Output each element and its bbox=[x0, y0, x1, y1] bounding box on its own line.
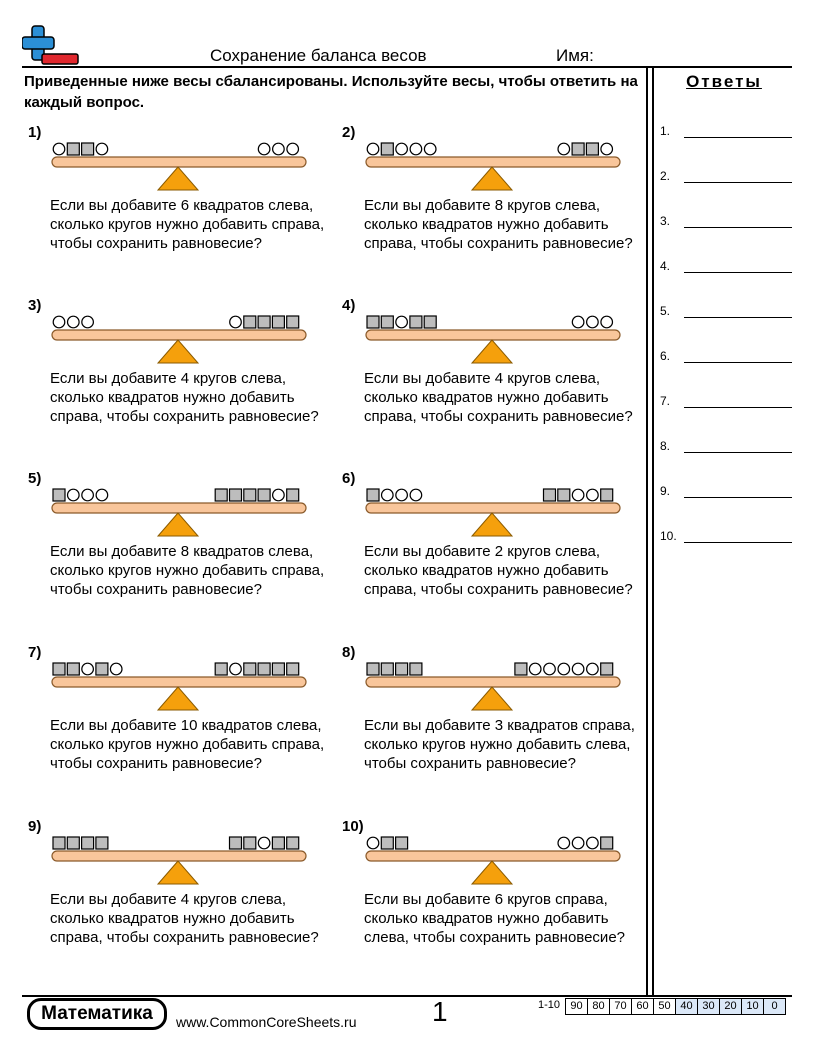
answer-number: 3. bbox=[660, 214, 671, 228]
circle-weight-icon bbox=[367, 837, 379, 849]
score-cell: 50 bbox=[654, 998, 676, 1015]
square-weight-icon bbox=[215, 663, 227, 675]
answer-column-divider-inner bbox=[652, 66, 654, 996]
fulcrum-icon bbox=[158, 687, 198, 710]
balance-scale bbox=[50, 828, 310, 890]
score-cell: 0 bbox=[764, 998, 786, 1015]
problem-number: 4) bbox=[342, 297, 356, 314]
square-weight-icon bbox=[67, 663, 79, 675]
circle-weight-icon bbox=[96, 489, 108, 501]
square-weight-icon bbox=[515, 663, 527, 675]
square-weight-icon bbox=[53, 663, 65, 675]
square-weight-icon bbox=[367, 663, 379, 675]
circle-weight-icon bbox=[96, 143, 108, 155]
name-label: Имя: bbox=[556, 46, 594, 65]
circle-weight-icon bbox=[82, 489, 94, 501]
problem-text: Если вы добавите 6 квадратов слева, сколько кругов нужно добавить справа, чтобы сохранить равновесие? bbox=[50, 197, 325, 252]
answer-row bbox=[660, 124, 792, 144]
square-weight-icon bbox=[272, 837, 284, 849]
square-weight-icon bbox=[601, 837, 613, 849]
square-weight-icon bbox=[544, 489, 556, 501]
answer-blank[interactable] bbox=[684, 452, 792, 453]
circle-weight-icon bbox=[529, 663, 541, 675]
square-weight-icon bbox=[96, 837, 108, 849]
square-weight-icon bbox=[53, 837, 65, 849]
circle-weight-icon bbox=[601, 143, 613, 155]
square-weight-icon bbox=[410, 316, 422, 328]
answers-title: Ответы bbox=[686, 72, 762, 91]
answer-blank[interactable] bbox=[684, 407, 792, 408]
circle-weight-icon bbox=[601, 316, 613, 328]
square-weight-icon bbox=[381, 316, 393, 328]
circle-weight-icon bbox=[558, 837, 570, 849]
problem-text: Если вы добавите 8 квадратов слева, сколько кругов нужно добавить справа, чтобы сохранить равновесие? bbox=[50, 543, 325, 598]
problem-number: 1) bbox=[28, 124, 42, 141]
problem-text: Если вы добавите 4 кругов слева, сколько квадратов нужно добавить справа, чтобы сохранить равновесие? bbox=[50, 370, 319, 425]
answer-number: 5. bbox=[660, 304, 671, 318]
square-weight-icon bbox=[558, 489, 570, 501]
answer-row bbox=[660, 394, 792, 414]
score-cell: 40 bbox=[676, 998, 698, 1015]
problem bbox=[342, 297, 642, 457]
square-weight-icon bbox=[287, 316, 299, 328]
square-weight-icon bbox=[67, 837, 79, 849]
answer-row bbox=[660, 529, 792, 549]
circle-weight-icon bbox=[424, 143, 436, 155]
page-number: 1 bbox=[432, 996, 448, 1027]
square-weight-icon bbox=[244, 837, 256, 849]
answer-row bbox=[660, 214, 792, 234]
square-weight-icon bbox=[586, 143, 598, 155]
fulcrum-icon bbox=[472, 167, 512, 190]
circle-weight-icon bbox=[53, 143, 65, 155]
problem-text: Если вы добавите 4 кругов слева, сколько квадратов нужно добавить справа, чтобы сохранить равновесие? bbox=[364, 370, 633, 425]
square-weight-icon bbox=[572, 143, 584, 155]
balance-scale bbox=[50, 134, 310, 196]
answer-blank[interactable] bbox=[684, 137, 792, 138]
problem bbox=[342, 818, 642, 978]
balance-scale bbox=[50, 307, 310, 369]
bottom-divider bbox=[22, 995, 792, 997]
problem-text: Если вы добавите 2 кругов слева, сколько квадратов нужно добавить справа, чтобы сохранить равновесие? bbox=[364, 543, 633, 598]
square-weight-icon bbox=[381, 663, 393, 675]
subject-label: Математика bbox=[41, 1003, 153, 1024]
circle-weight-icon bbox=[558, 663, 570, 675]
circle-weight-icon bbox=[230, 663, 242, 675]
circle-weight-icon bbox=[230, 316, 242, 328]
problem-text: Если вы добавите 4 кругов слева, сколько квадратов нужно добавить справа, чтобы сохранить равновесие? bbox=[50, 891, 319, 946]
score-cell: 60 bbox=[632, 998, 654, 1015]
circle-weight-icon bbox=[382, 489, 394, 501]
problem-text: Если вы добавите 8 кругов слева, сколько квадратов нужно добавить справа, чтобы сохранить равновесие? bbox=[364, 197, 633, 252]
square-weight-icon bbox=[230, 489, 242, 501]
square-weight-icon bbox=[82, 143, 94, 155]
score-cell: 70 bbox=[610, 998, 632, 1015]
fulcrum-icon bbox=[158, 861, 198, 884]
problem-number: 8) bbox=[342, 644, 356, 661]
circle-weight-icon bbox=[587, 837, 599, 849]
circle-weight-icon bbox=[53, 316, 65, 328]
circle-weight-icon bbox=[410, 143, 422, 155]
scale-beam bbox=[366, 330, 620, 340]
fulcrum-icon bbox=[472, 861, 512, 884]
square-weight-icon bbox=[381, 837, 393, 849]
problem bbox=[342, 124, 642, 284]
balance-scale bbox=[364, 307, 624, 369]
circle-weight-icon bbox=[572, 837, 584, 849]
circle-weight-icon bbox=[572, 316, 584, 328]
circle-weight-icon bbox=[572, 663, 584, 675]
subject-badge bbox=[27, 998, 167, 1030]
square-weight-icon bbox=[410, 663, 422, 675]
score-cell: 30 bbox=[698, 998, 720, 1015]
scale-beam bbox=[366, 851, 620, 861]
problem bbox=[28, 124, 328, 284]
circle-weight-icon bbox=[273, 143, 285, 155]
scale-beam bbox=[52, 851, 306, 861]
fulcrum-icon bbox=[158, 340, 198, 363]
circle-weight-icon bbox=[587, 489, 599, 501]
score-cell: 80 bbox=[588, 998, 610, 1015]
answer-blank[interactable] bbox=[684, 542, 792, 543]
square-weight-icon bbox=[244, 316, 256, 328]
answer-blank[interactable] bbox=[684, 362, 792, 363]
square-weight-icon bbox=[215, 489, 227, 501]
circle-weight-icon bbox=[396, 316, 408, 328]
square-weight-icon bbox=[396, 837, 408, 849]
circle-weight-icon bbox=[82, 316, 94, 328]
balance-scale bbox=[364, 134, 624, 196]
fulcrum-icon bbox=[472, 340, 512, 363]
page-title: Сохранение баланса весов bbox=[210, 46, 427, 65]
problem-number: 10) bbox=[342, 818, 364, 835]
balance-scale bbox=[364, 654, 624, 716]
problem-text: Если вы добавите 10 квадратов слева, сколько кругов нужно добавить справа, чтобы сохранить равновесие? bbox=[50, 717, 325, 772]
circle-weight-icon bbox=[396, 489, 408, 501]
problem-number: 9) bbox=[28, 818, 42, 835]
circle-weight-icon bbox=[68, 316, 80, 328]
circle-weight-icon bbox=[258, 837, 270, 849]
scale-beam bbox=[52, 330, 306, 340]
problem bbox=[28, 644, 328, 804]
answer-number: 9. bbox=[660, 484, 671, 498]
scale-beam bbox=[366, 157, 620, 167]
answer-number: 8. bbox=[660, 439, 671, 453]
problem-text: Если вы добавите 6 кругов справа, сколько квадратов нужно добавить слева, чтобы сохранить равновесие? bbox=[364, 891, 625, 946]
answer-blank[interactable] bbox=[684, 227, 792, 228]
fulcrum-icon bbox=[472, 687, 512, 710]
score-table bbox=[533, 998, 786, 1015]
problem-number: 5) bbox=[28, 470, 42, 487]
square-weight-icon bbox=[367, 316, 379, 328]
square-weight-icon bbox=[272, 663, 284, 675]
square-weight-icon bbox=[601, 489, 613, 501]
square-weight-icon bbox=[244, 489, 256, 501]
problem bbox=[28, 470, 328, 630]
circle-weight-icon bbox=[68, 489, 80, 501]
problem-number: 3) bbox=[28, 297, 42, 314]
square-weight-icon bbox=[272, 316, 284, 328]
answer-row bbox=[660, 484, 792, 504]
problem-text: Если вы добавите 3 квадратов справа, сколько кругов нужно добавить слева, чтобы сохранить равновесие? bbox=[364, 717, 635, 772]
plus-minus-logo-icon bbox=[22, 24, 80, 66]
problem-number: 7) bbox=[28, 644, 42, 661]
score-cell: 20 bbox=[720, 998, 742, 1015]
fulcrum-icon bbox=[158, 513, 198, 536]
scale-beam bbox=[52, 157, 306, 167]
score-cell: 10 bbox=[742, 998, 764, 1015]
square-weight-icon bbox=[367, 489, 379, 501]
scale-beam bbox=[366, 677, 620, 687]
square-weight-icon bbox=[67, 143, 79, 155]
answer-row bbox=[660, 304, 792, 324]
circle-weight-icon bbox=[587, 663, 599, 675]
fulcrum-icon bbox=[472, 513, 512, 536]
answer-row bbox=[660, 259, 792, 279]
answer-number: 1. bbox=[660, 124, 671, 138]
square-weight-icon bbox=[230, 837, 242, 849]
answer-blank[interactable] bbox=[684, 272, 792, 273]
problem bbox=[28, 297, 328, 457]
square-weight-icon bbox=[96, 663, 108, 675]
balance-scale bbox=[50, 654, 310, 716]
circle-weight-icon bbox=[367, 143, 379, 155]
circle-weight-icon bbox=[110, 663, 122, 675]
circle-weight-icon bbox=[558, 143, 570, 155]
square-weight-icon bbox=[287, 489, 299, 501]
circle-weight-icon bbox=[273, 489, 285, 501]
answer-row bbox=[660, 349, 792, 369]
score-range-label: 1-10 bbox=[537, 999, 561, 1011]
balance-scale bbox=[364, 480, 624, 542]
scale-beam bbox=[366, 503, 620, 513]
circle-weight-icon bbox=[544, 663, 556, 675]
answer-number: 10. bbox=[660, 529, 677, 543]
circle-weight-icon bbox=[410, 489, 422, 501]
square-weight-icon bbox=[601, 663, 613, 675]
circle-weight-icon bbox=[258, 143, 270, 155]
answer-row bbox=[660, 169, 792, 189]
scale-beam bbox=[52, 503, 306, 513]
fulcrum-icon bbox=[158, 167, 198, 190]
answer-blank[interactable] bbox=[684, 497, 792, 498]
square-weight-icon bbox=[53, 489, 65, 501]
square-weight-icon bbox=[258, 663, 270, 675]
score-cell: 90 bbox=[565, 998, 588, 1015]
square-weight-icon bbox=[287, 663, 299, 675]
problem-number: 2) bbox=[342, 124, 356, 141]
answer-number: 6. bbox=[660, 349, 671, 363]
circle-weight-icon bbox=[287, 143, 299, 155]
square-weight-icon bbox=[381, 143, 393, 155]
answer-row bbox=[660, 439, 792, 459]
circle-weight-icon bbox=[587, 316, 599, 328]
answer-blank[interactable] bbox=[684, 182, 792, 183]
top-divider bbox=[22, 66, 792, 68]
square-weight-icon bbox=[396, 663, 408, 675]
square-weight-icon bbox=[258, 489, 270, 501]
site-url: www.CommonCoreSheets.ru bbox=[176, 1014, 357, 1030]
balance-scale bbox=[50, 480, 310, 542]
square-weight-icon bbox=[424, 316, 436, 328]
balance-scale bbox=[364, 828, 624, 890]
problem bbox=[342, 470, 642, 630]
problem bbox=[28, 818, 328, 978]
instructions: Приведенные ниже весы сбалансированы. Используйте весы, чтобы ответить на каждый вопрос. bbox=[24, 73, 638, 111]
square-weight-icon bbox=[82, 837, 94, 849]
answer-number: 7. bbox=[660, 394, 671, 408]
answer-number: 2. bbox=[660, 169, 671, 183]
answer-number: 4. bbox=[660, 259, 671, 273]
circle-weight-icon bbox=[396, 143, 408, 155]
problem-number: 6) bbox=[342, 470, 356, 487]
problem bbox=[342, 644, 642, 804]
square-weight-icon bbox=[287, 837, 299, 849]
answer-blank[interactable] bbox=[684, 317, 792, 318]
square-weight-icon bbox=[244, 663, 256, 675]
circle-weight-icon bbox=[572, 489, 584, 501]
square-weight-icon bbox=[258, 316, 270, 328]
circle-weight-icon bbox=[82, 663, 94, 675]
scale-beam bbox=[52, 677, 306, 687]
